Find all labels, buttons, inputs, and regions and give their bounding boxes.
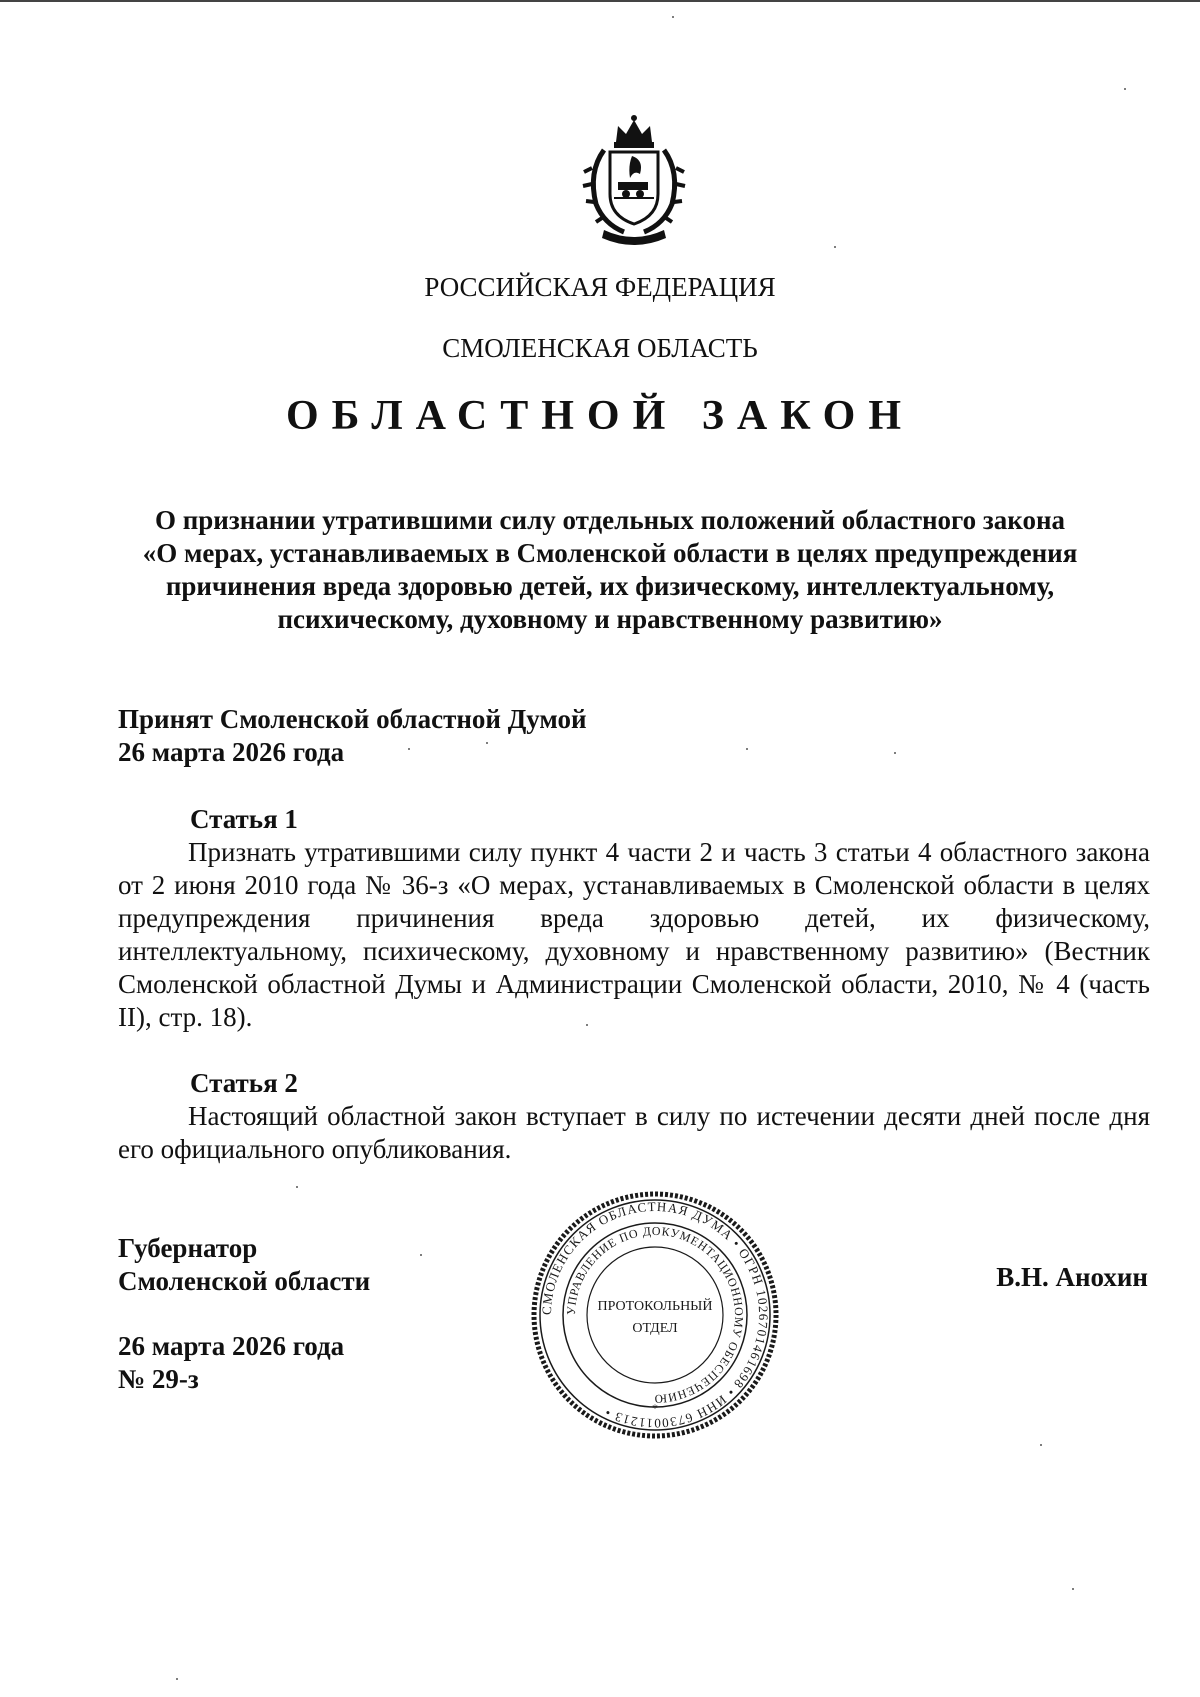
coat-of-arms-icon (574, 112, 694, 247)
law-title-line: «О мерах, устанавливаемых в Смоленской области в целях предупреждения (142, 538, 1078, 568)
official-seal (530, 1190, 780, 1440)
seal-inner-text: УПРАВЛЕНИЕ ПО ДОКУМЕНТАЦИОННОМУ ОБЕСПЕЧЕНИЮ (563, 1223, 747, 1407)
scan-speck (1040, 1444, 1042, 1446)
scan-speck (1124, 88, 1126, 90)
article-2-heading: Статья 2 (190, 1068, 298, 1098)
signatory-title-line: Губернатор (118, 1233, 258, 1263)
law-title-line: психическому, духовному и нравственному развитию» (277, 604, 943, 634)
law-number: № 29-з (118, 1364, 199, 1394)
signatory-name: В.Н. Анохин (996, 1262, 1148, 1292)
article-1-text: Признать утратившими силу пункт 4 части 2 и часть 3 статьи 4 областного закона от 2 июня 2010 года № 36-з «О мерах, устанавливаемых в Смоленской области в целях предупреждения причинения вреда здоровью детей, их физическому, интеллектуальному, психическому, духовному и нравственному развитию» (Вестник Смоленской областной Думы и Администрации Смоленской области, 2010, № 4 (часть II), стр. 18). (118, 837, 1150, 1032)
scan-top-edge (0, 0, 1200, 2)
scan-speck (420, 1254, 422, 1256)
law-title (110, 504, 1110, 636)
scan-speck (746, 748, 748, 750)
adopted-date: 26 марта 2026 года (118, 737, 345, 767)
signatory-title-line: Смоленской области (118, 1266, 371, 1296)
seal-star-icon: * (652, 1401, 658, 1415)
seal-center-line: ОТДЕЛ (632, 1321, 678, 1336)
svg-text:УПРАВЛЕНИЕ ПО ДОКУМЕНТАЦИОННОМ (564, 1224, 746, 1406)
law-date-number (118, 1330, 344, 1396)
scan-speck (672, 16, 674, 18)
country-heading: РОССИЙСКАЯ ФЕДЕРАЦИЯ (424, 272, 776, 302)
scan-speck (1072, 1588, 1074, 1590)
seal-outer-text: СМОЛЕНСКАЯ ОБЛАСТНАЯ ДУМА • ОГРН 1026701461698 • ИНН 6730011213 • (538, 1198, 772, 1432)
scan-speck (176, 1678, 178, 1680)
article-2-text: Настоящий областной закон вступает в силу по истечении десяти дней после дня его официального опубликования. (118, 1101, 1150, 1164)
scan-speck (296, 1186, 298, 1188)
article-1-heading: Статья 1 (190, 804, 298, 834)
law-title-line: причинения вреда здоровью детей, их физическому, интеллектуальному, (165, 571, 1055, 601)
law-date: 26 марта 2026 года (118, 1331, 345, 1361)
adopted-by: Принят Смоленской областной Думой (118, 704, 587, 734)
scan-speck (408, 748, 410, 750)
scan-speck (586, 1024, 588, 1026)
document-type-heading: ОБЛАСТНОЙ ЗАКОН (285, 393, 915, 439)
region-heading: СМОЛЕНСКАЯ ОБЛАСТЬ (442, 333, 758, 363)
scan-speck (486, 742, 488, 744)
scan-speck (894, 752, 896, 754)
adoption-block (118, 703, 587, 769)
scan-speck (834, 246, 836, 248)
law-title-line: О признании утратившими силу отдельных положений областного закона (154, 505, 1066, 535)
signatory-title (118, 1232, 370, 1298)
seal-center-line: ПРОТОКОЛЬНЫЙ (597, 1299, 713, 1314)
